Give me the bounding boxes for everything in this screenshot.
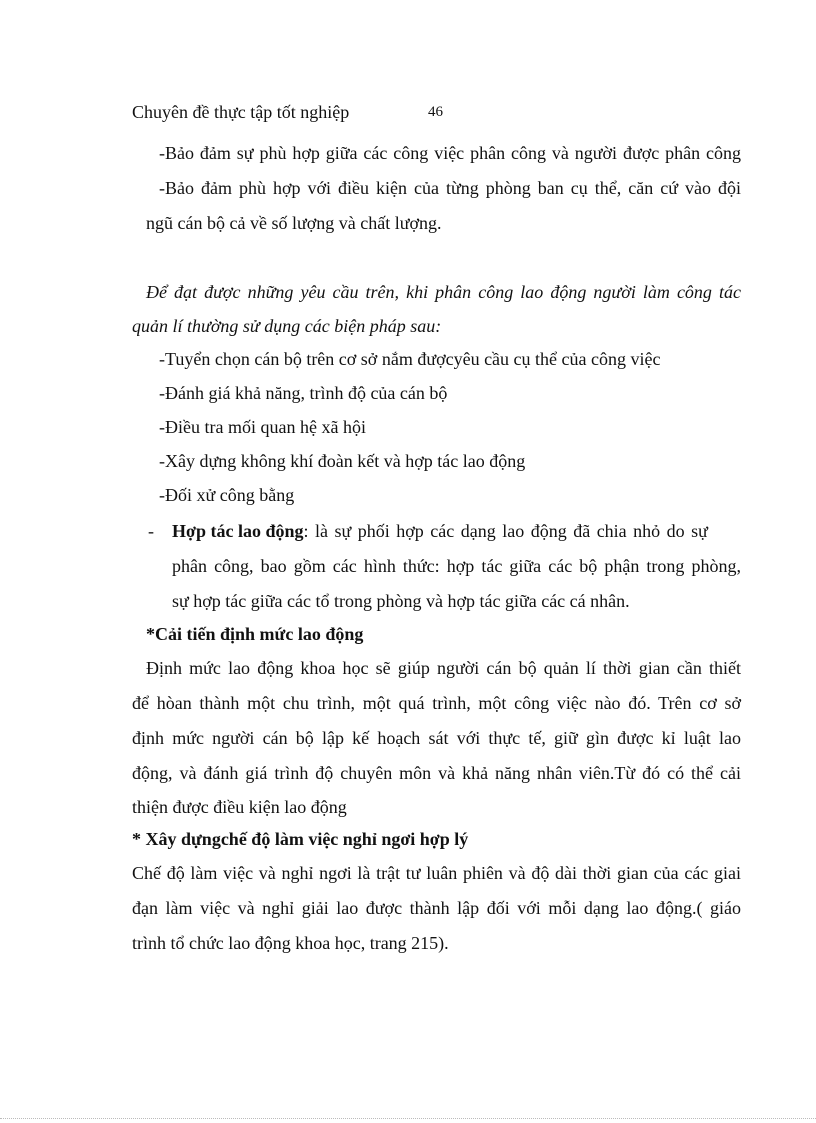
section-norms-heading: *Cải tiến định mức lao động — [146, 624, 364, 644]
measure-item: -Tuyển chọn cán bộ trên cơ sở nắm đượcyêu cầu cụ thể của công việc — [159, 349, 661, 369]
header-title: Chuyên đề thực tập tốt nghiệp — [132, 102, 350, 122]
measure-item: -Đánh giá khả năng, trình độ của cán bộ — [159, 383, 448, 403]
section-norms-line3: định mức người cán bộ lập kế hoạch sát với thực tế, giữ gìn được kỉ luật lao — [132, 728, 741, 748]
section-regime-line2: đạn làm việc và nghỉ giải lao được thành lập đối với mỗi dạng lao động.( giáo — [132, 898, 741, 918]
cooperation-line1 — [172, 520, 741, 542]
cooperation-line2: phân công, bao gồm các hình thức: hợp tác giữa các bộ phận trong phòng, — [172, 556, 741, 576]
cooperation-bullet: - — [148, 521, 154, 541]
cooperation-term: Hợp tác lao động — [172, 521, 304, 541]
para1-line1: -Bảo đảm sự phù hợp giữa các công việc phân công và người được phân công — [159, 143, 741, 163]
section-regime-line1: Chế độ làm việc và nghỉ ngơi là trật tư luân phiên và độ dài thời gian của các giai — [132, 863, 741, 883]
cooperation-line3: sự hợp tác giữa các tổ trong phòng và hợp tác giữa các cá nhân. — [172, 591, 630, 611]
italic-intro-line1: Để đạt được những yêu cầu trên, khi phân công lao động người làm công tác — [146, 282, 741, 302]
footer-divider — [0, 1118, 816, 1119]
section-regime-heading: * Xây dựngchế độ làm việc nghỉ ngơi hợp lý — [132, 829, 469, 849]
section-norms-line2: để hòan thành một chu trình, một quá trình, một công việc nào đó. Trên cơ sở — [132, 693, 741, 713]
section-regime-line3: trình tổ chức lao động khoa học, trang 215). — [132, 933, 449, 953]
para1-line2: -Bảo đảm phù hợp với điều kiện của từng phòng ban cụ thể, căn cứ vào đội — [159, 178, 741, 198]
measure-item: -Xây dựng không khí đoàn kết và hợp tác lao động — [159, 451, 526, 471]
page-number: 46 — [428, 104, 443, 120]
cooperation-line1-rest: : là sự phối hợp các dạng lao động đã chia nhỏ do sự — [303, 521, 708, 541]
measure-item: -Điều tra mối quan hệ xã hội — [159, 417, 366, 437]
section-norms-line5: thiện được điều kiện lao động — [132, 797, 347, 817]
section-norms-line1: Định mức lao động khoa học sẽ giúp người cán bộ quản lí thời gian cần thiết — [146, 658, 741, 678]
para1-line3: ngũ cán bộ cả về số lượng và chất lượng. — [146, 213, 442, 233]
measure-item: -Đối xử công bằng — [159, 485, 295, 505]
italic-intro-line2: quản lí thường sử dụng các biện pháp sau: — [132, 316, 442, 336]
section-norms-line4: động, và đánh giá trình độ chuyên môn và khả năng nhân viên.Từ đó có thể cải — [132, 763, 741, 783]
